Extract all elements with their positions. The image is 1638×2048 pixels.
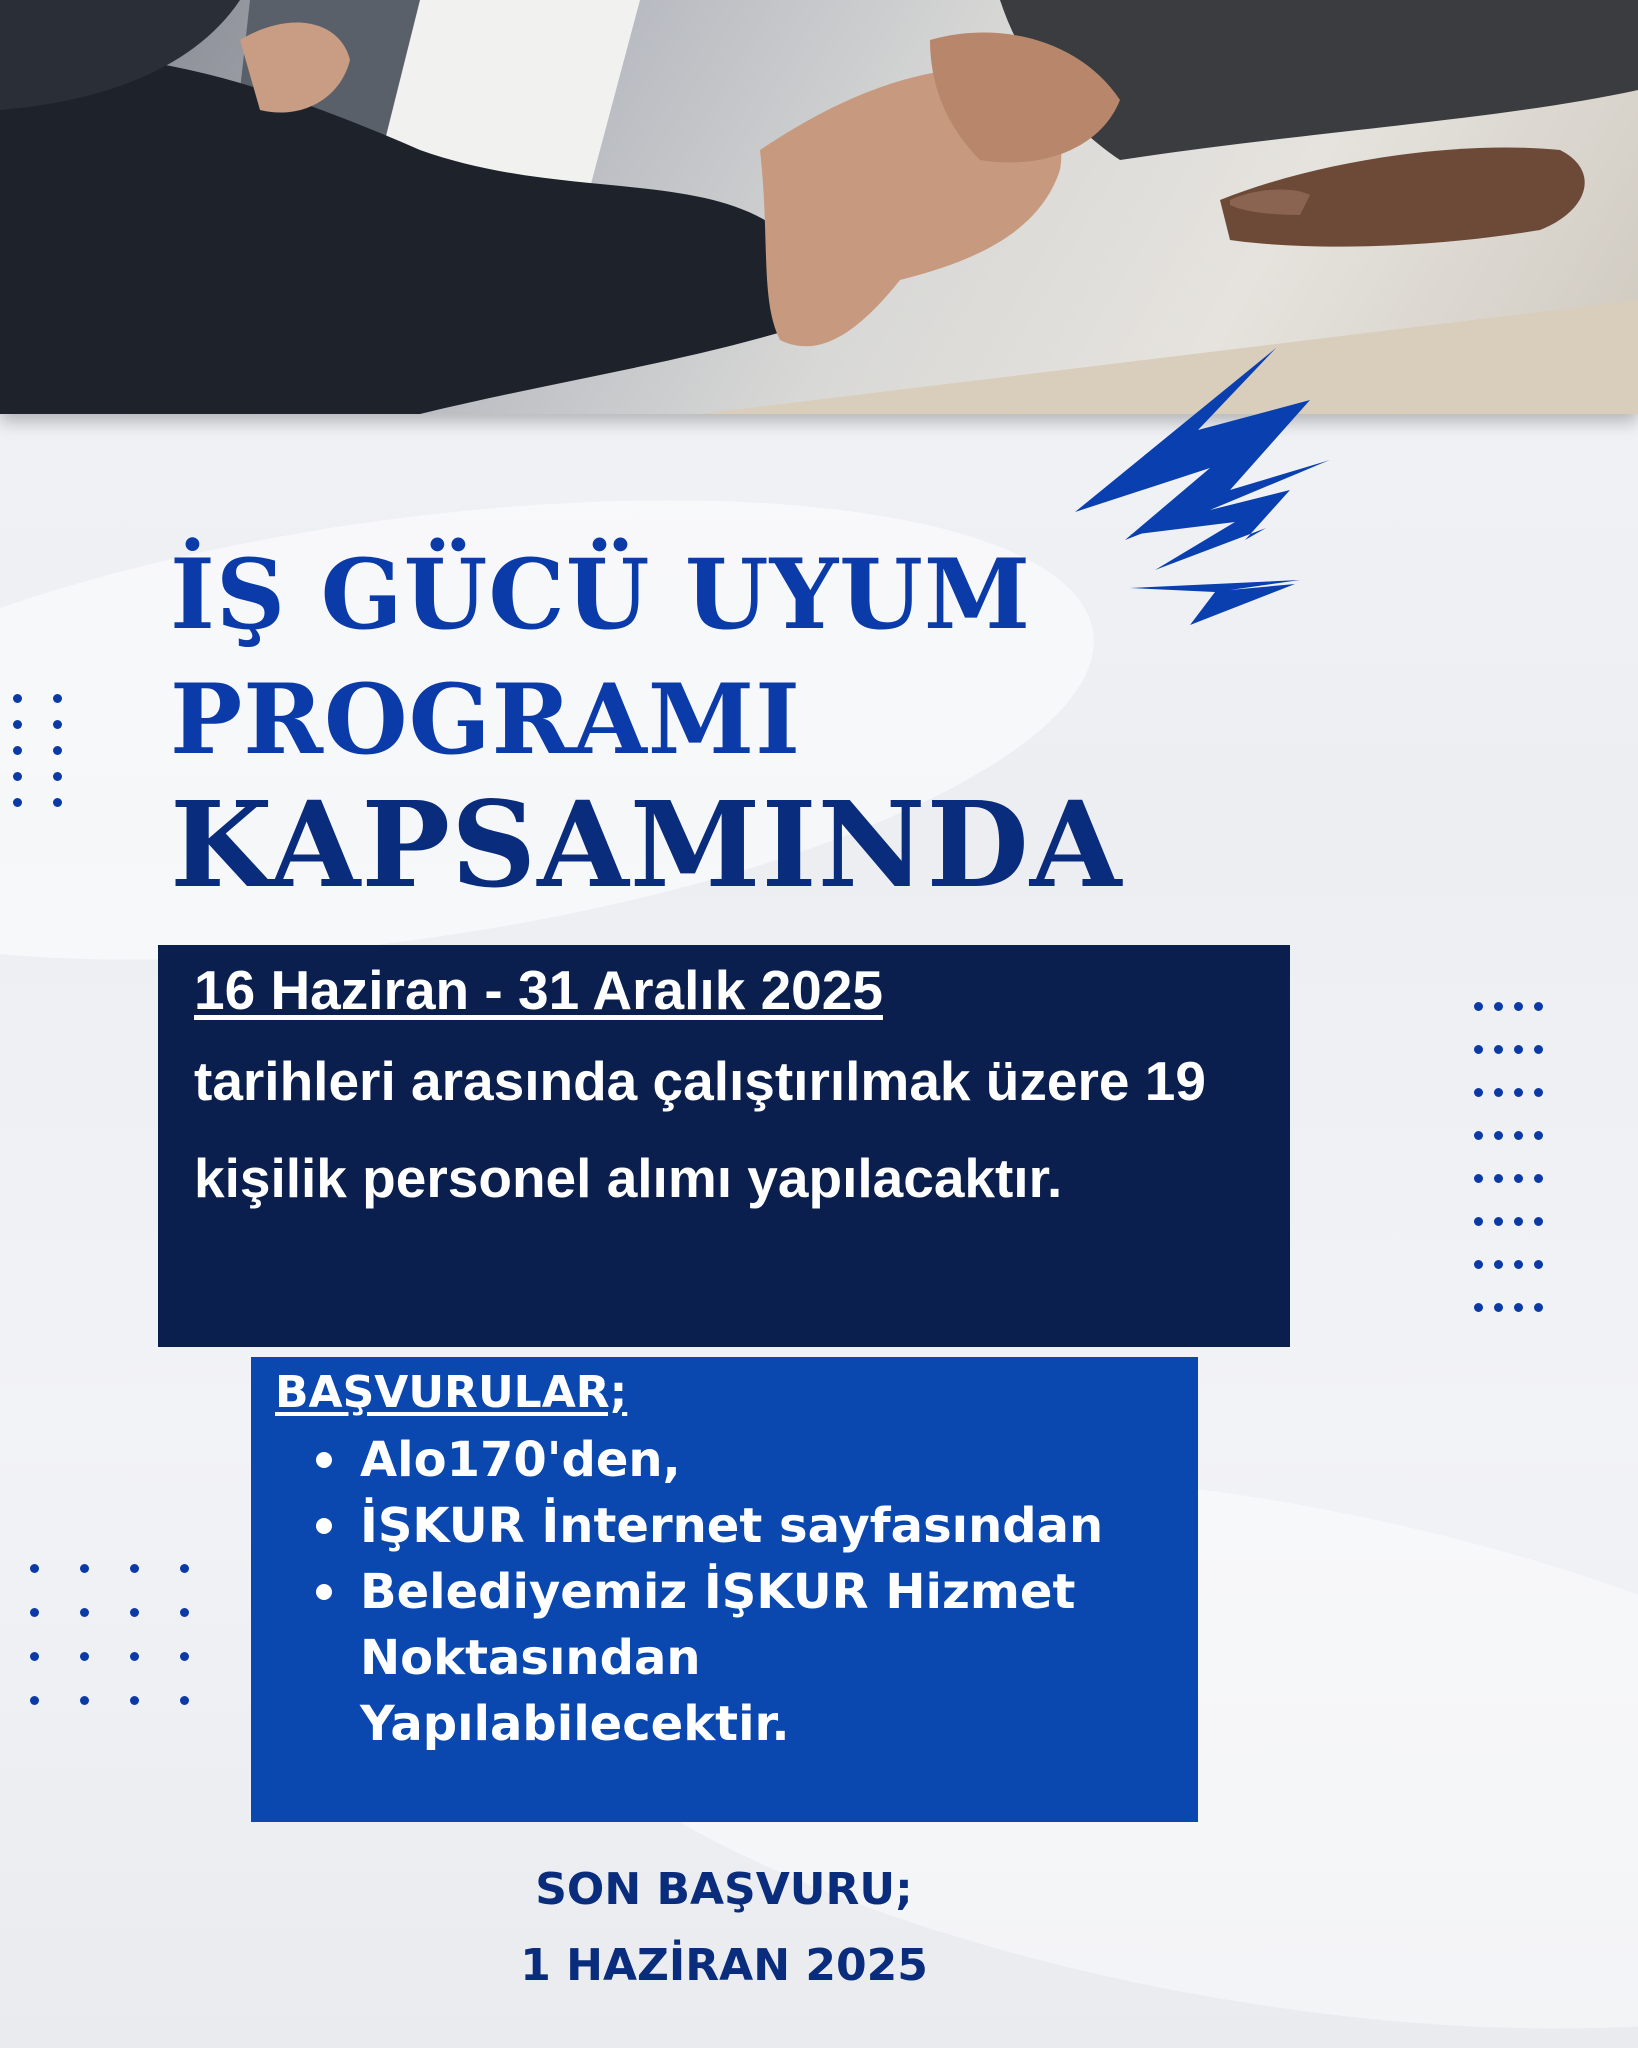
- bullet-icon: [316, 1518, 332, 1534]
- applications-heading: BAŞVURULAR;: [275, 1367, 628, 1418]
- title-line-3: KAPSAMINDA: [170, 775, 1123, 914]
- list-item: [360, 1427, 1140, 1493]
- deadline-date: 1 HAZİRAN 2025: [520, 1940, 928, 1991]
- title-line-1: İŞ GÜCÜ UYUM: [170, 538, 1032, 651]
- list-item: [360, 1493, 1140, 1559]
- list-item: [360, 1559, 1140, 1757]
- bullet-icon: [316, 1584, 332, 1600]
- applications-list: [275, 1427, 1174, 1757]
- bullet-icon: [316, 1452, 332, 1468]
- lightning-bolt-icon: [1070, 340, 1340, 644]
- title-line-2: PROGRAMI: [170, 663, 802, 776]
- handshake-photo: [0, 0, 1638, 414]
- list-item-text: İŞKUR İnternet sayfasından: [360, 1498, 1104, 1554]
- list-item-text: Alo170'den,: [360, 1432, 681, 1488]
- deadline-label: SON BAŞVURU;: [535, 1864, 913, 1915]
- announcement-text: tarihleri arasında çalıştırılmak üzere 19 kişilik personel alımı yapılacaktır.: [194, 1050, 1206, 1209]
- applications-box: [251, 1357, 1198, 1822]
- announcement-box: [158, 945, 1290, 1347]
- list-item-text: Belediyemiz İŞKUR Hizmet Noktasından Yapılabilecektir.: [360, 1564, 1076, 1752]
- date-range: 16 Haziran - 31 Aralık 2025: [194, 959, 883, 1021]
- deadline: [0, 1852, 1448, 2004]
